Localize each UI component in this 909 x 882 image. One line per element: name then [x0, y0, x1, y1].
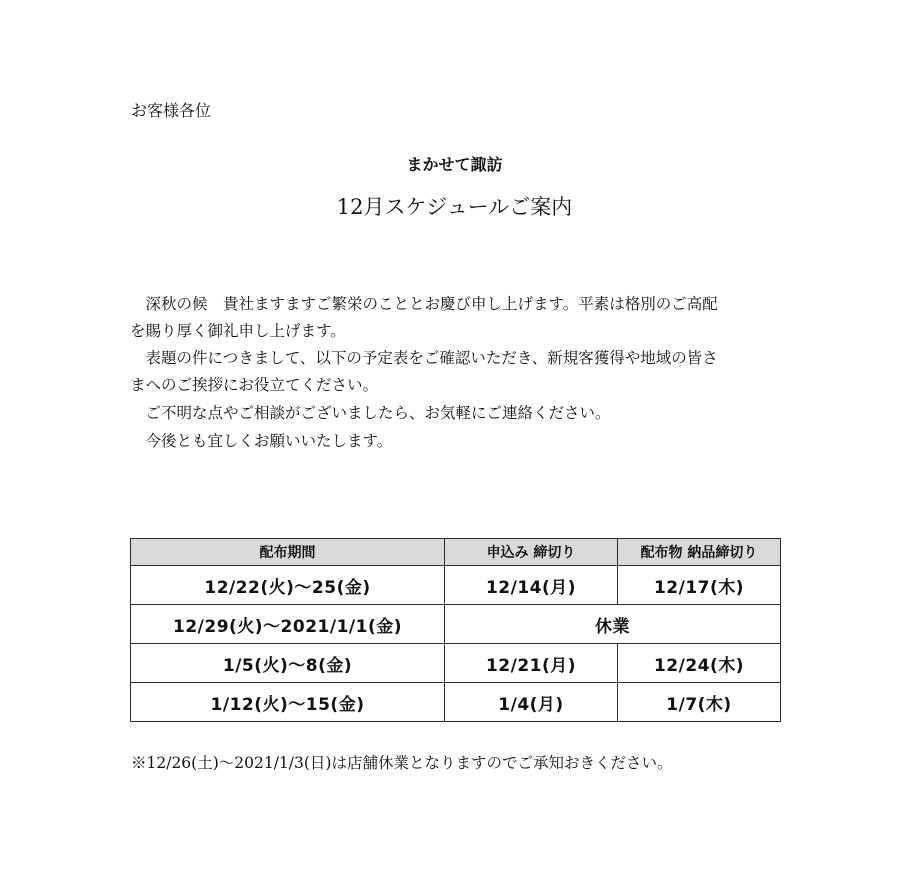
period-cell: 1/5(火)～8(金): [131, 644, 445, 683]
company-name: まかせて諏訪: [406, 155, 503, 174]
table-row: [131, 605, 781, 644]
period-cell: 12/29(火)～2021/1/1(金): [131, 605, 445, 644]
period-cell: 12/22(火)～25(金): [131, 566, 445, 605]
closed-cell: 休業: [445, 605, 781, 644]
salutation: お客様各位: [131, 101, 212, 120]
table-header-row: [131, 539, 781, 566]
body-line: ご不明な点やご相談がございましたら、お気軽にご連絡ください。: [130, 404, 611, 422]
application-deadline-cell: 12/14(月): [445, 566, 618, 605]
body-line: まへのご挨拶にお役立てください。: [130, 376, 379, 394]
delivery-deadline-cell: 12/17(木): [618, 566, 781, 605]
table-row: [131, 683, 781, 722]
body-line: 深秋の候 貴社ますますご繁栄のこととお慶び申し上げます。平素は格別のご高配: [130, 295, 718, 313]
application-deadline-cell: 1/4(月): [445, 683, 618, 722]
table-row: [131, 644, 781, 683]
document-title: 12月スケジュールご案内: [336, 195, 573, 219]
body-line: を賜り厚く御礼申し上げます。: [130, 322, 346, 340]
body-line: 今後とも宜しくお願いいたします。: [130, 432, 393, 450]
application-deadline-cell: 12/21(月): [445, 644, 618, 683]
schedule-table: [130, 538, 781, 722]
body-line: 表題の件につきまして、以下の予定表をご確認いただき、新規客獲得や地域の皆さ: [130, 349, 718, 367]
header-delivery-deadline: 配布物 納品締切り: [618, 539, 781, 566]
header-distribution-period: 配布期間: [131, 539, 445, 566]
period-cell: 1/12(火)～15(金): [131, 683, 445, 722]
header-application-deadline: 申込み 締切り: [445, 539, 618, 566]
table-row: [131, 566, 781, 605]
closure-note: ※12/26(土)～2021/1/3(日)は店舗休業となりますのでご承知おきください。: [131, 754, 673, 772]
delivery-deadline-cell: 1/7(木): [618, 683, 781, 722]
delivery-deadline-cell: 12/24(木): [618, 644, 781, 683]
